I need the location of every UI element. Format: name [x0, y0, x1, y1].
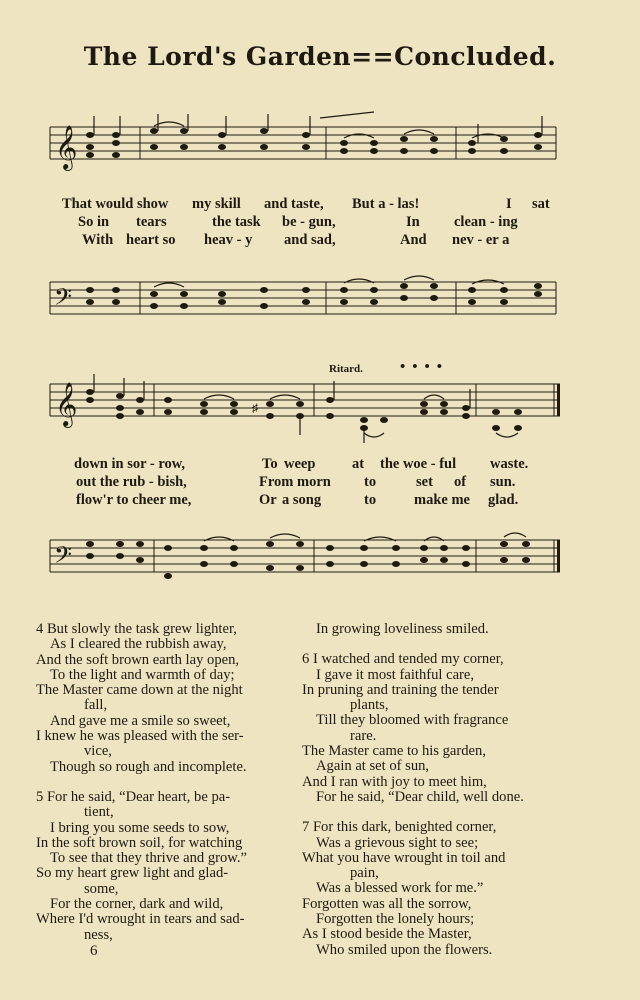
verse-line: pain,: [350, 865, 379, 882]
verses-left-column: [36, 622, 298, 943]
verse-line: So my heart grew light and glad-: [36, 865, 229, 882]
verse-line: And the soft brown earth lay open,: [36, 651, 240, 668]
verse-line: For the corner, dark and wild,: [50, 896, 224, 913]
music-system-1: [44, 110, 564, 320]
verse-line: Till they bloomed with fragrance: [316, 712, 509, 729]
verse-gap: [302, 637, 572, 652]
lyric-line: down in sor - row, To weep at the woe - ful waste.: [74, 456, 529, 472]
verse-line: 5 For he said, “Dear heart, be pa-: [36, 788, 231, 805]
verse-line: I knew he was pleased with the ser-: [36, 728, 244, 745]
verse-line: To the light and warmth of day;: [50, 666, 235, 683]
svg-text:𝄢: 𝄢: [54, 283, 73, 316]
verse-line: And gave me a smile so sweet,: [50, 712, 231, 729]
svg-text:♯: ♯: [252, 401, 258, 415]
verse-line: And I ran with joy to meet him,: [302, 773, 487, 790]
verse-line: Forgotten the lonely hours;: [316, 911, 475, 928]
tempo-mark: Ritard.: [329, 363, 363, 375]
verse-line: Again at set of sun,: [316, 758, 430, 775]
verse-line: For he said, “Dear child, well done.: [316, 788, 524, 805]
verse-line: plants,: [350, 697, 389, 714]
staff-bass-2: [44, 523, 564, 593]
verse-line: The Master came down at the night: [36, 682, 243, 699]
verse-line: some,: [84, 880, 119, 897]
lyric-line: So in tears the task be - gun, In clean - ing: [78, 214, 518, 230]
verse-line: Was a grievous sight to see;: [316, 834, 479, 851]
lyric-line: With heart so heav - y and sad, And nev - er a: [82, 232, 510, 248]
verses-right-column: [302, 622, 572, 958]
verse-line: As I cleared the rubbish away,: [50, 636, 227, 653]
svg-text:𝄢: 𝄢: [54, 541, 73, 574]
svg-text:𝄞: 𝄞: [55, 382, 78, 426]
staff-treble-2: [44, 371, 564, 451]
verse-line: I gave it most faithful care,: [316, 666, 475, 683]
verse-gap: [36, 775, 298, 790]
page-title: The Lord's Garden==Concluded.: [83, 42, 557, 71]
music-system-2: [44, 359, 564, 590]
verse-line: vice,: [84, 743, 112, 760]
verse-line: I bring you some seeds to sow,: [50, 819, 230, 836]
verse-line: In pruning and training the tender: [302, 681, 499, 698]
verse-line: As I stood beside the Master,: [302, 926, 472, 943]
verse-line: rare.: [350, 727, 377, 744]
lyric-line: out the rub - bish, From morn to set of sun.: [76, 474, 516, 490]
verse-line: Though so rough and incomplete.: [50, 758, 247, 775]
verse-line: To see that they thrive and grow.”: [50, 850, 248, 867]
verse-line: fall,: [84, 697, 108, 714]
lyric-line: That would show my skill and taste, But a - las! I sat: [62, 196, 550, 212]
staff-bass-1: [44, 265, 564, 335]
verse-line: tient,: [84, 804, 114, 821]
verse-line: What you have wrought in toil and: [302, 849, 506, 866]
staff-treble-1: [44, 110, 564, 180]
verse-line: In the soft brown soil, for watching: [36, 834, 243, 851]
verse-line: 4 But slowly the task grew lighter,: [36, 621, 237, 637]
svg-text:𝄞: 𝄞: [55, 125, 78, 169]
verse-line: In growing loveliness smiled.: [316, 621, 489, 637]
verse-line: 6 I watched and tended my corner,: [302, 651, 504, 668]
lyric-line: flow'r to cheer me, Or a song to make me glad.: [76, 492, 519, 508]
verse-line: Was a blessed work for me.”: [316, 880, 484, 897]
ritard-dots: ••••: [400, 359, 450, 375]
verse-line: 7 For this dark, benighted corner,: [302, 819, 497, 836]
verse-line: ness,: [84, 926, 113, 943]
verse-line: The Master came to his garden,: [302, 743, 486, 760]
verse-gap: [302, 805, 572, 820]
page-number: 6: [90, 943, 98, 959]
verse-line: Who smiled upon the flowers.: [316, 941, 493, 958]
verse-line: Forgotten was all the sorrow,: [302, 895, 472, 912]
verse-line: Where I'd wrought in tears and sad-: [36, 911, 245, 928]
